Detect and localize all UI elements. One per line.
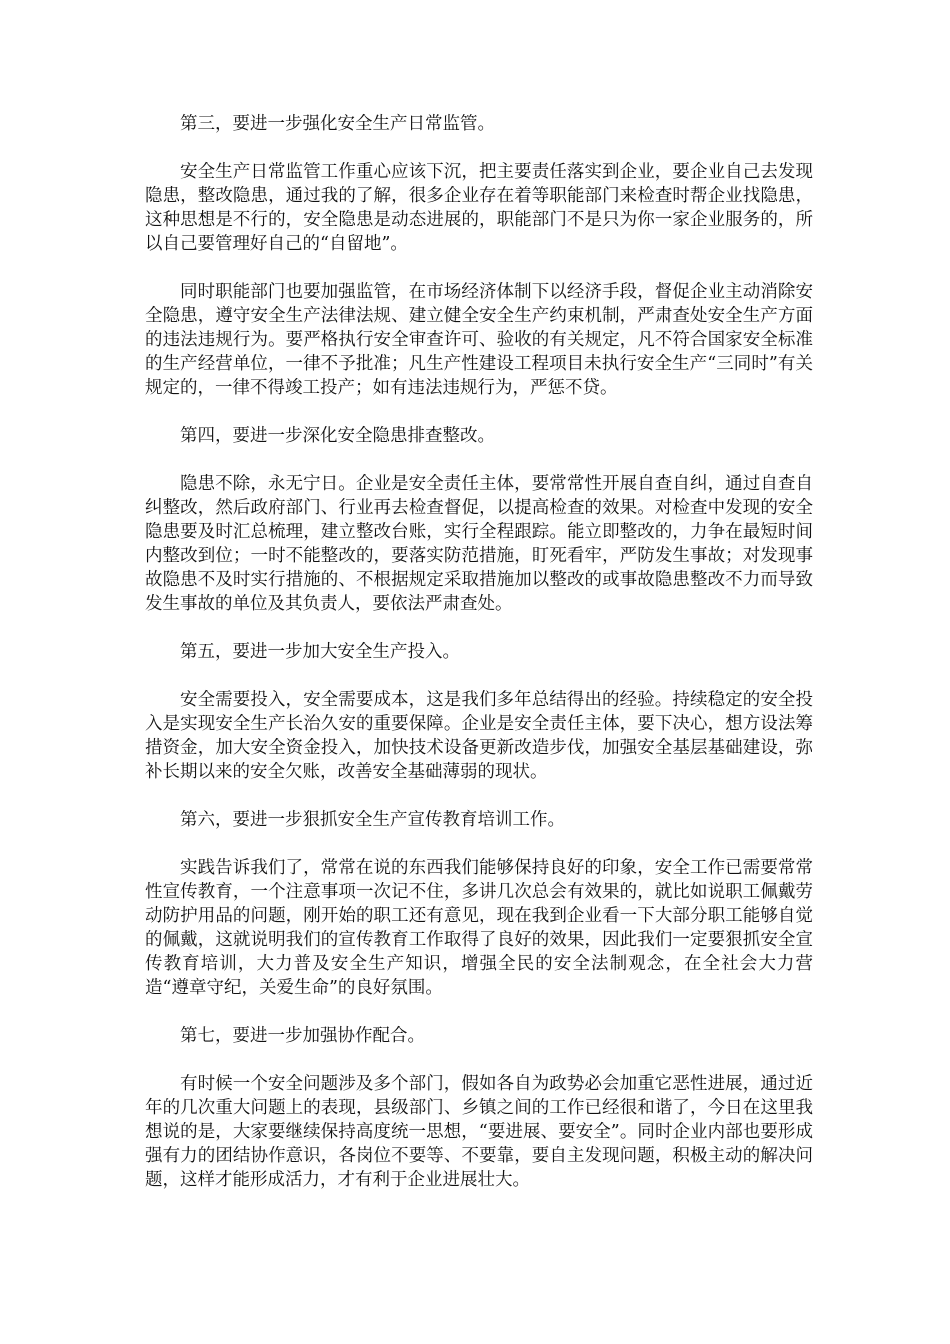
paragraph: 实践告诉我们了，常常在说的东西我们能够保持良好的印象，安全工作已需要常常性宣传教育，一个注意事项一次记不住，多讲几次总会有效果的，就比如说职工佩戴劳动防护用品的问题，刚开始的职工还有意见，现在我到企业看一下大部分职工能够自觉的佩戴，这就说明我们的宣传教育工作取得了良好的效果，因此我们一定要狠抓安全宣传教育培训，大力普及安全生产知识，增强全民的安全法制观念，在全社会大力营造“遵章守纪，关爱生命”的良好氛围。 — [145, 858, 813, 998]
paragraph: 同时职能部门也要加强监管，在市场经济体制下以经济手段，督促企业主动消除安全隐患，遵守安全生产法律法规、建立健全安全生产约束机制，严肃查处安全生产方面的违法违规行为。要严格执行安全审查许可、验收的有关规定，凡不符合国家安全标准的生产经营单位，一律不予批准；凡生产性建设工程项目未执行安全生产“三同时”有关规定的，一律不得竣工投产；如有违法违规行为，严惩不贷。 — [145, 282, 813, 398]
paragraph: 有时候一个安全问题涉及多个部门，假如各自为政势必会加重它恶性进展，通过近年的几次重大问题上的表现，县级部门、乡镇之间的工作已经很和谐了，今日在这里我想说的是，大家要继续保持高度统一思想，“要进展、要安全”。同时企业内部也要形成强有力的团结协作意识，各岗位不要等、不要靠，要自主发现问题，积极主动的解决问题，这样才能形成活力，才有利于企业进展壮大。 — [145, 1074, 813, 1190]
paragraph: 隐患不除，永无宁日。企业是安全责任主体，要常常性开展自查自纠，通过自查自纠整改，然后政府部门、行业再去检查督促，以提高检查的效果。对检查中发现的安全隐患要及时汇总梳理，建立整改台账，实行全程跟踪。能立即整改的，力争在最短时间内整改到位；一时不能整改的，要落实防范措施，盯死看牢，严防发生事故；对发现事故隐患不及时实行措施的、不根据规定采取措施加以整改的或事故隐患整改不力而导致发生事故的单位及其负责人，要依法严肃查处。 — [145, 474, 813, 614]
section-heading-4: 第四，要进一步深化安全隐患排查整改。 — [180, 426, 495, 446]
section-heading-7: 第七，要进一步加强协作配合。 — [180, 1026, 425, 1046]
section-heading-6: 第六，要进一步狠抓安全生产宣传教育培训工作。 — [180, 810, 565, 830]
section-heading-3: 第三，要进一步强化安全生产日常监管。 — [180, 114, 495, 134]
paragraph: 安全生产日常监管工作重心应该下沉，把主要责任落实到企业，要企业自己去发现隐患，整改隐患，通过我的了解，很多企业存在着等职能部门来检查时帮企业找隐患，这种思想是不行的，安全隐患是动态进展的，职能部门不是只为你一家企业服务的，所以自己要管理好自己的“自留地”。 — [145, 162, 813, 254]
paragraph: 安全需要投入，安全需要成本，这是我们多年总结得出的经验。持续稳定的安全投入是实现安全生产长治久安的重要保障。企业是安全责任主体，要下决心，想方设法筹措资金，加大安全资金投入，加快技术设备更新改造步伐，加强安全基层基础建设，弥补长期以来的安全欠账，改善安全基础薄弱的现状。 — [145, 690, 813, 782]
document-body — [145, 112, 813, 1216]
section-heading-5: 第五，要进一步加大安全生产投入。 — [180, 642, 460, 662]
